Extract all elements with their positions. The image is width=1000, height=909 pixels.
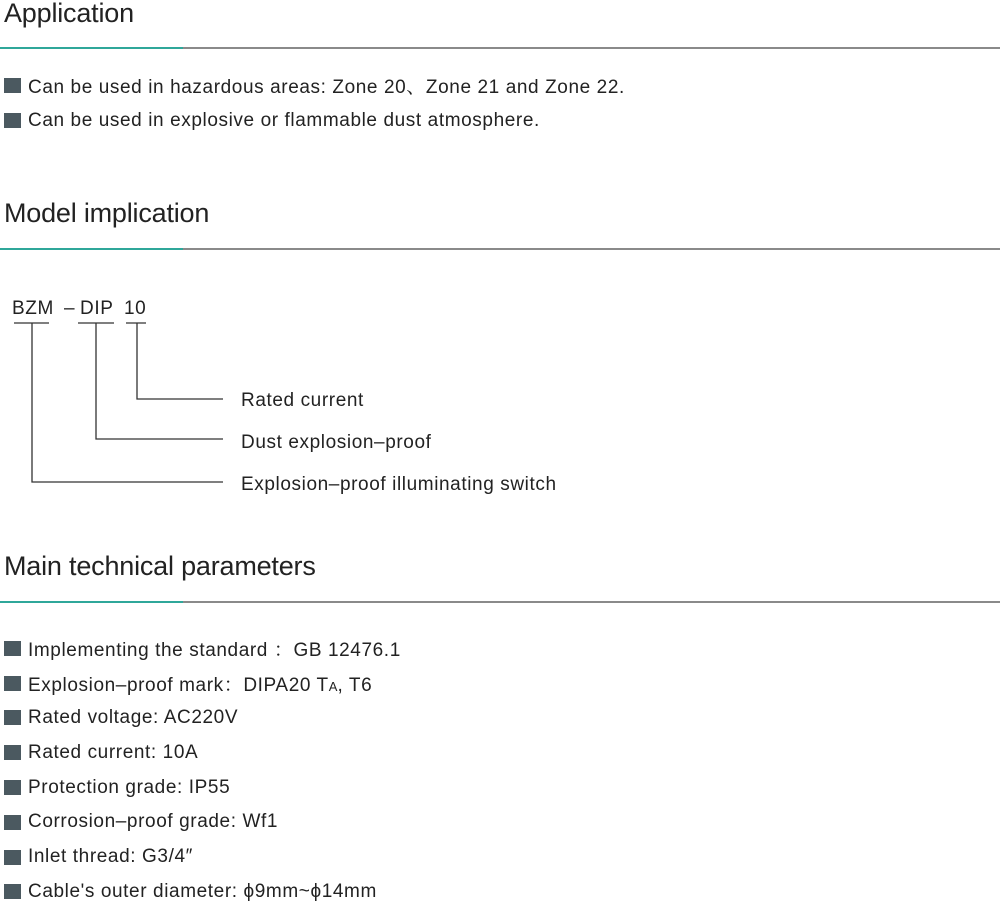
square-bullet-icon — [4, 780, 21, 795]
model-code-bzm: BZM — [12, 298, 54, 319]
parameters-list — [4, 631, 401, 909]
square-bullet-icon — [4, 815, 21, 830]
param-mark — [28, 670, 372, 697]
list-item — [4, 631, 401, 666]
param-mark-prefix: Explosion–proof mark：DIPA20 T — [28, 674, 329, 696]
model-title: Model implication — [4, 198, 210, 228]
label-dust-explosion-proof: Dust explosion–proof — [241, 432, 432, 453]
model-code-dip: DIP — [80, 298, 114, 319]
param-protection: Protection grade: IP55 — [28, 776, 231, 798]
list-item — [4, 735, 401, 770]
param-mark-sub: A — [328, 678, 338, 694]
list-item — [4, 875, 401, 909]
list-item — [4, 840, 401, 875]
param-mark-suffix: , T6 — [337, 674, 373, 696]
list-item — [4, 770, 401, 805]
square-bullet-icon — [4, 113, 21, 128]
parameters-divider — [0, 601, 1000, 603]
square-bullet-icon — [4, 745, 21, 760]
application-divider — [0, 47, 1000, 49]
label-illuminating-switch: Explosion–proof illuminating switch — [241, 474, 557, 495]
divider-accent — [0, 248, 183, 250]
param-current: Rated current: 10A — [28, 741, 199, 763]
application-list — [4, 68, 625, 138]
list-item — [4, 701, 401, 736]
parameters-title: Main technical parameters — [4, 551, 316, 581]
param-thread: Inlet thread: G3/4″ — [28, 846, 193, 868]
param-cable: Cable's outer diameter: ϕ9mm~ϕ14mm — [28, 880, 377, 902]
square-bullet-icon — [4, 78, 21, 93]
divider-accent — [0, 47, 183, 49]
square-bullet-icon — [4, 884, 21, 899]
list-item-text: Can be used in hazardous areas: Zone 20、Zone 21 and Zone 22. — [28, 77, 625, 98]
model-code-current: 10 — [124, 298, 147, 319]
list-item-text: Can be used in explosive or flammable dust atmosphere. — [28, 109, 540, 131]
square-bullet-icon — [4, 850, 21, 865]
label-rated-current: Rated current — [241, 390, 364, 411]
leader-switch — [32, 323, 223, 482]
param-corrosion: Corrosion–proof grade: Wf1 — [28, 811, 279, 833]
model-code-dash: – — [64, 298, 76, 319]
leader-dust — [96, 323, 223, 439]
list-item — [4, 68, 625, 103]
leader-rated-current — [137, 323, 223, 399]
param-standard: Implementing the standard ：GB 12476.1 — [28, 639, 401, 661]
model-bracket-lines — [0, 300, 240, 490]
param-voltage: Rated voltage: AC220V — [28, 706, 239, 728]
square-bullet-icon — [4, 710, 21, 725]
divider-accent — [0, 601, 183, 603]
list-item — [4, 666, 401, 701]
model-divider — [0, 248, 1000, 250]
square-bullet-icon — [4, 641, 21, 656]
list-item — [4, 103, 625, 138]
application-title: Application — [4, 0, 134, 28]
list-item — [4, 805, 401, 840]
square-bullet-icon — [4, 676, 21, 691]
